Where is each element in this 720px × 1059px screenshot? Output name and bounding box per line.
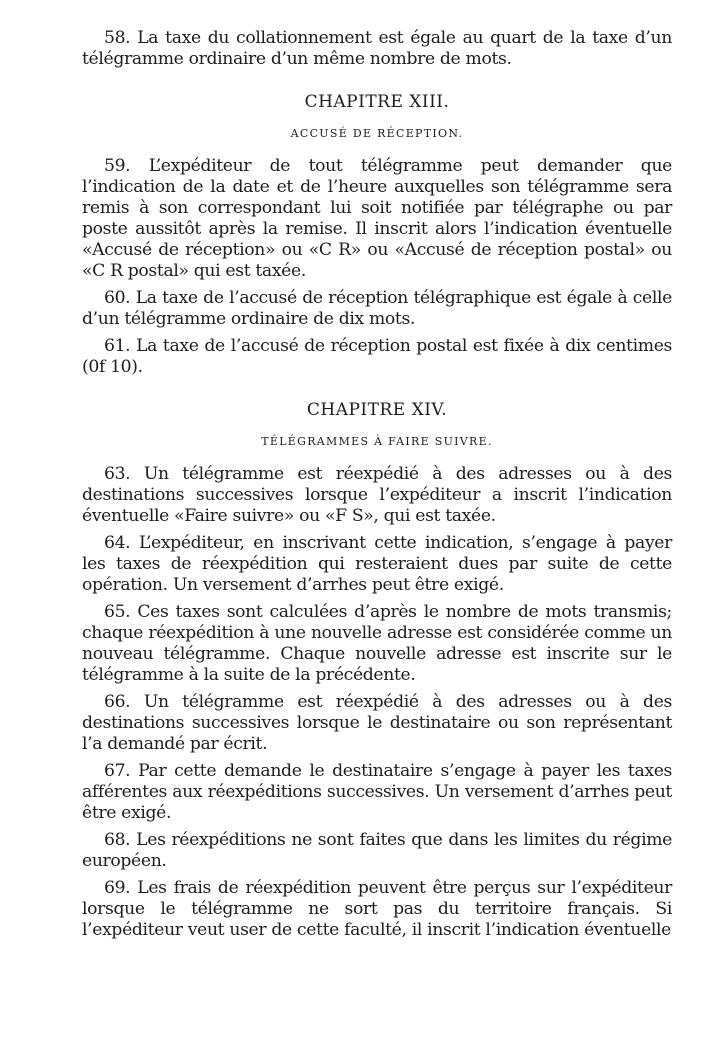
- paragraph-64: 64. L’expéditeur, en inscrivant cette indication, s’engage à payer les taxes de réexpédition qui resteraient dues par suite de cette opération. Un versement d’arrhes peut être exigé.: [82, 533, 672, 595]
- paragraph-67: 67. Par cette demande le destinataire s’engage à payer les taxes afférentes aux réexpéditions successives. Un versement d’arrhes peut être exigé.: [82, 761, 672, 823]
- paragraph-65: 65. Ces taxes sont calculées d’après le nombre de mots transmis; chaque réexpédition à une nouvelle adresse est considérée comme un nouveau télégramme. Chaque nouvelle adresse est inscrite sur le télégramme à la suite de la précédente.: [82, 602, 672, 685]
- paragraph-66: 66. Un télégramme est réexpédié à des adresses ou à des destinations successives lorsque le destinataire ou son représentant l’a demandé par écrit.: [82, 692, 672, 754]
- paragraph-58: 58. La taxe du collationnement est égale au quart de la taxe d’un télégramme ordinaire d’un même nombre de mots.: [82, 28, 672, 69]
- paragraph-60: 60. La taxe de l’accusé de réception télégraphique est égale à celle d’un télégramme ordinaire de dix mots.: [82, 288, 672, 329]
- paragraph-63: 63. Un télégramme est réexpédié à des adresses ou à des destinations successives lorsque l’expéditeur a inscrit l’indication éventuelle «Faire suivre» ou «F S», qui est taxée.: [82, 464, 672, 526]
- paragraph-68: 68. Les réexpéditions ne sont faites que dans les limites du régime européen.: [82, 830, 672, 871]
- chapter-14-title: CHAPITRE XIV.: [306, 400, 448, 420]
- document-page: [82, 28, 672, 947]
- chapter-13-subtitle: ACCUSÉ DE RÉCEPTION.: [290, 127, 464, 140]
- chapter-13-title: CHAPITRE XIII.: [304, 92, 450, 112]
- chapter-14-subtitle: TÉLÉGRAMMES À FAIRE SUIVRE.: [261, 435, 493, 448]
- paragraph-69: 69. Les frais de réexpédition peuvent être perçus sur l’expéditeur lorsque le télégramme ne sort pas du territoire français. Si l’expéditeur veut user de cette faculté, il inscrit l’indication éventuelle: [82, 878, 672, 940]
- paragraph-59: 59. L’expéditeur de tout télégramme peut demander que l’indication de la date et de l’heure auxquelles son télégramme sera remis à son correspondant lui soit notifiée par télégraphe ou par poste aussitôt après la remise. Il inscrit alors l’indication éventuelle «Accusé de réception» ou «C R» ou «Accusé de réception postal» ou «C R postal» qui est taxée.: [82, 156, 672, 281]
- paragraph-61: 61. La taxe de l’accusé de réception postal est fixée à dix centimes (0f 10).: [82, 336, 672, 377]
